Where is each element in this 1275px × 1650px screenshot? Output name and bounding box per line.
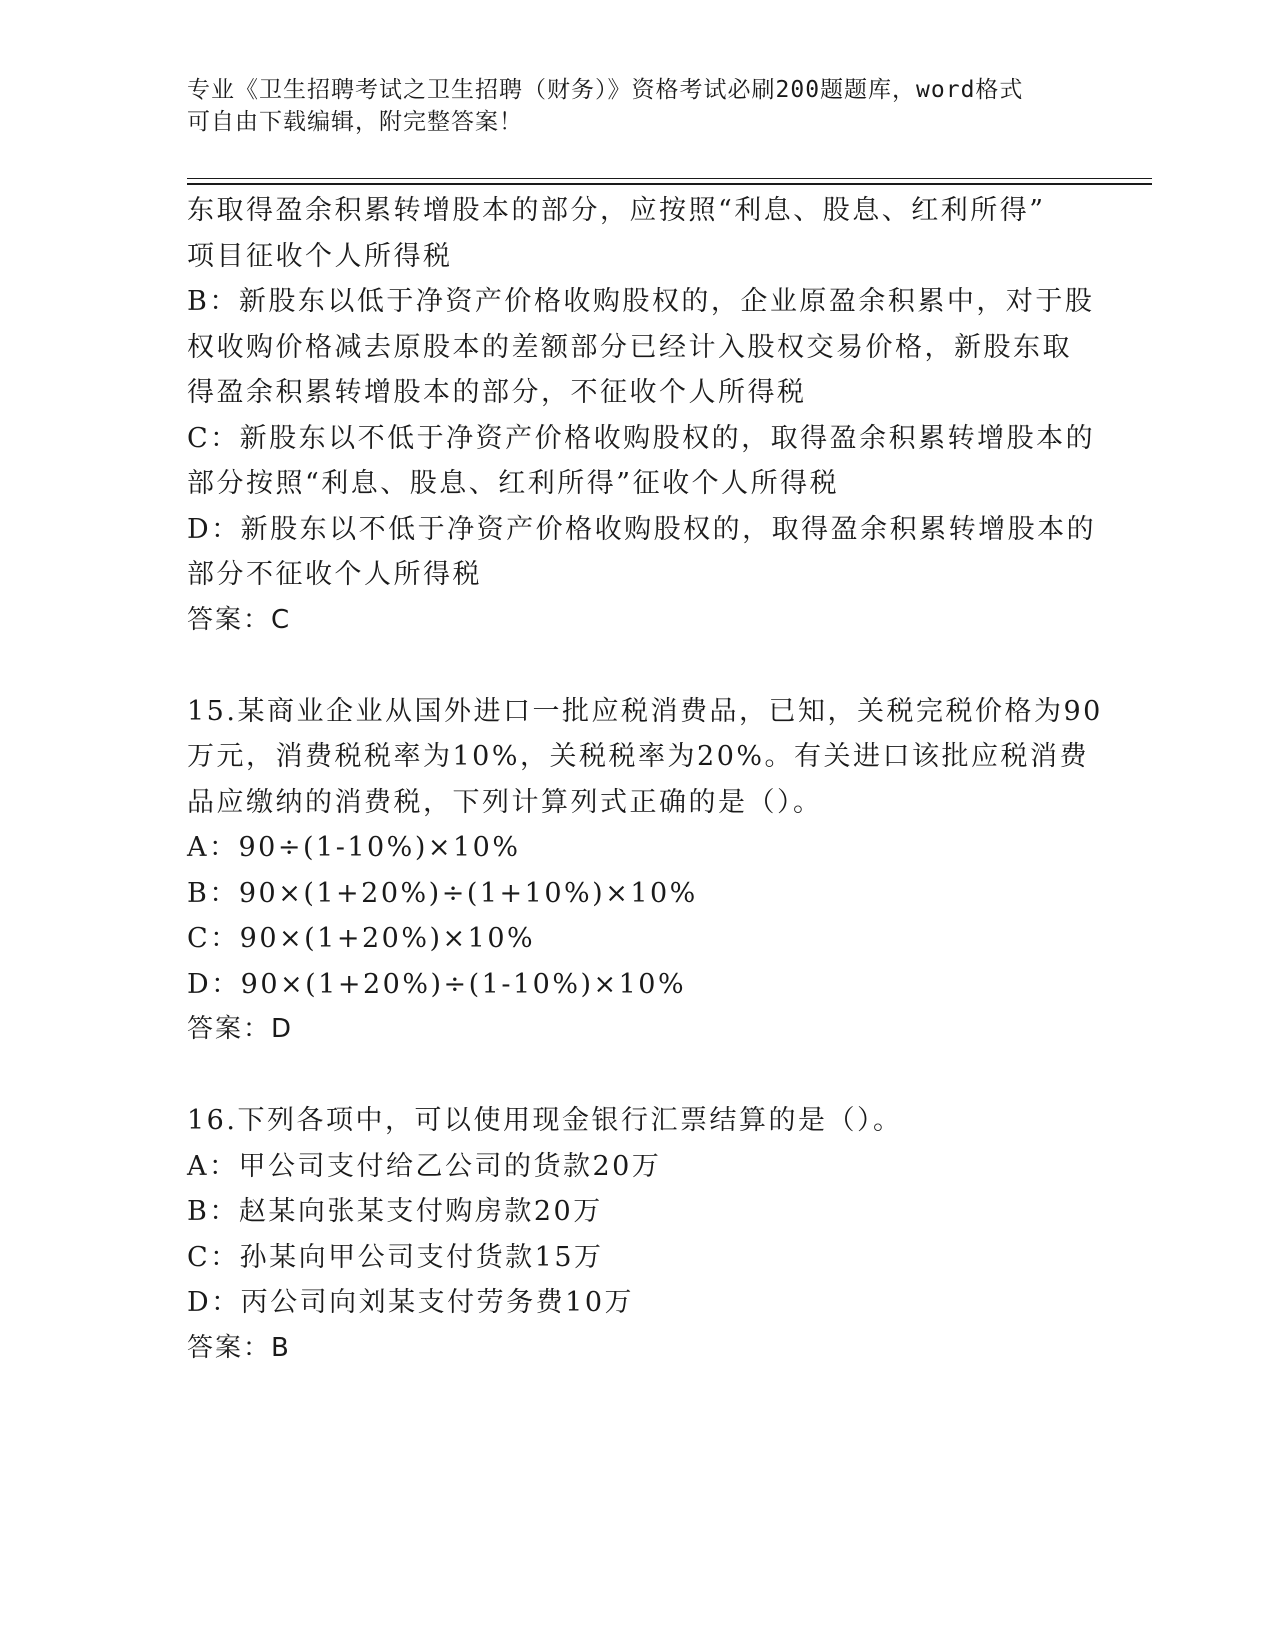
option-d bbox=[187, 507, 1117, 598]
option-text-line: 部分按照“利息、股息、红利所得”征收个人所得税 bbox=[187, 468, 840, 499]
option-b: B：赵某向张某支付购房款20万 bbox=[187, 1196, 603, 1227]
option-a-text-line: 项目征收个人所得税 bbox=[187, 240, 453, 272]
option-a: A：90÷(1-10%)×10% bbox=[187, 832, 521, 863]
option-text-line: 部分不征收个人所得税 bbox=[187, 559, 482, 590]
header-divider-thick bbox=[187, 183, 1152, 185]
answer-line: 答案：C bbox=[187, 604, 292, 635]
header-divider-thin bbox=[187, 178, 1152, 179]
question-stem-line: 15.某商业企业从国外进口一批应税消费品，已知，关税完税价格为90 bbox=[187, 695, 1103, 727]
option-text-line: B：新股东以低于净资产价格收购股权的，企业原盈余积累中，对于股 bbox=[187, 286, 1095, 317]
option-text-line: D：新股东以不低于净资产价格收购股权的，取得盈余积累转增股本的 bbox=[187, 513, 1097, 545]
question-stem-line: 万元，消费税税率为10%，关税税率为20%。有关进口该批应税消费 bbox=[187, 741, 1090, 772]
answer-line: 答案：D bbox=[187, 1014, 294, 1044]
page-header bbox=[187, 74, 1087, 138]
spacer bbox=[187, 1053, 1117, 1099]
question-16 bbox=[187, 1098, 1117, 1371]
option-text-line: C：新股东以不低于净资产价格收购股权的，取得盈余积累转增股本的 bbox=[187, 422, 1096, 454]
header-title-line-2: 可自由下载编辑，附完整答案！ bbox=[187, 109, 523, 135]
option-b: B：90×(1+20%)÷(1+10%)×10% bbox=[187, 877, 698, 909]
option-c: C：孙某向甲公司支付货款15万 bbox=[187, 1241, 604, 1273]
option-text-line: 得盈余积累转增股本的部分，不征收个人所得税 bbox=[187, 377, 807, 408]
option-d: D：丙公司向刘某支付劳务费10万 bbox=[187, 1287, 635, 1318]
option-a-text-line: 东取得盈余积累转增股本的部分，应按照“利息、股息、红利所得” bbox=[187, 195, 1046, 226]
question-14-continuation bbox=[187, 188, 1117, 643]
spacer bbox=[187, 643, 1117, 689]
question-15 bbox=[187, 689, 1117, 1053]
option-b bbox=[187, 279, 1117, 416]
option-d: D：90×(1+20%)÷(1-10%)×10% bbox=[187, 968, 687, 1000]
question-content bbox=[187, 188, 1117, 1371]
header-title-line-1: 专业《卫生招聘考试之卫生招聘（财务）》资格考试必刷200题题库，word格式 bbox=[187, 77, 1024, 103]
option-c bbox=[187, 416, 1117, 507]
question-stem-line: 品应缴纳的消费税，下列计算列式正确的是（）。 bbox=[187, 786, 823, 818]
option-a: A：甲公司支付给乙公司的货款20万 bbox=[187, 1150, 662, 1182]
question-stem-line: 16.下列各项中，可以使用现金银行汇票结算的是（）。 bbox=[187, 1105, 903, 1136]
answer-line: 答案：B bbox=[187, 1332, 291, 1363]
option-c: C：90×(1+20%)×10% bbox=[187, 923, 536, 954]
option-text-line: 权收购价格减去原股本的差额部分已经计入股权交易价格，新股东取 bbox=[187, 331, 1072, 363]
